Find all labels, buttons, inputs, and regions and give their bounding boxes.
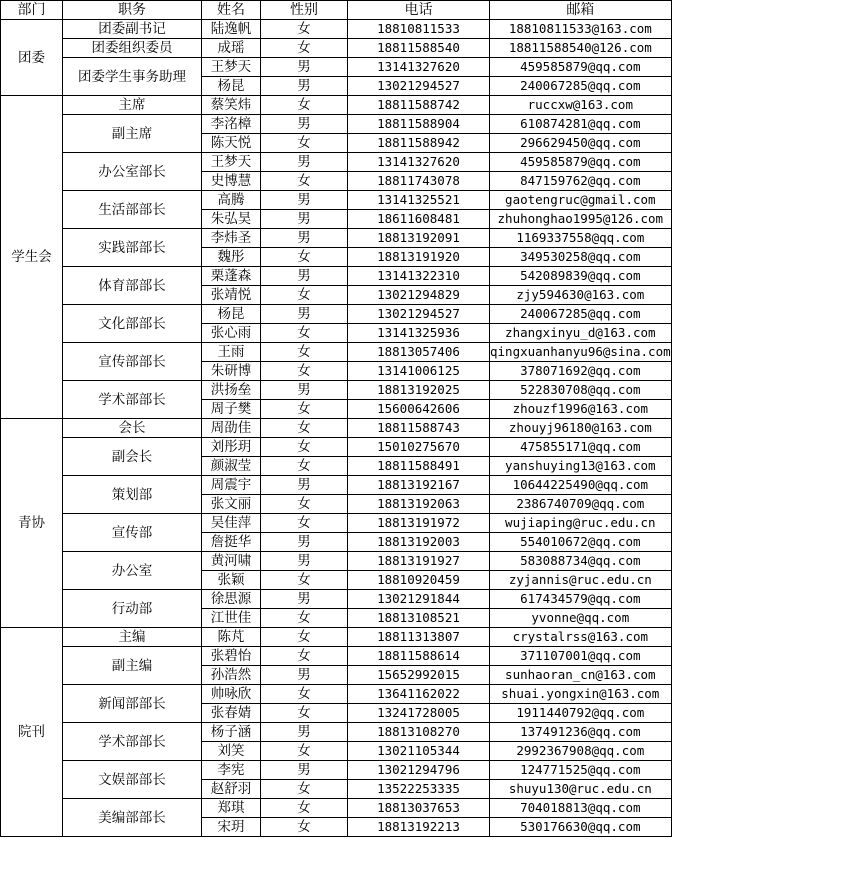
email-cell: 2386740709@qq.com bbox=[490, 495, 672, 514]
position-cell: 团委副书记 bbox=[63, 20, 202, 39]
name-cell: 陆逸帆 bbox=[202, 20, 261, 39]
header-row bbox=[1, 1, 672, 20]
email-cell: 349530258@qq.com bbox=[490, 248, 672, 267]
name-cell: 李宪 bbox=[202, 761, 261, 780]
name-cell: 徐思源 bbox=[202, 590, 261, 609]
table-row bbox=[1, 153, 672, 172]
gender-cell: 男 bbox=[261, 267, 348, 286]
name-cell: 张碧怡 bbox=[202, 647, 261, 666]
name-cell: 魏彤 bbox=[202, 248, 261, 267]
name-cell: 帅咏欣 bbox=[202, 685, 261, 704]
phone-cell: 18811313807 bbox=[348, 628, 490, 647]
name-cell: 周子樊 bbox=[202, 400, 261, 419]
table-row bbox=[1, 685, 672, 704]
phone-cell: 13021105344 bbox=[348, 742, 490, 761]
position-cell: 新闻部部长 bbox=[63, 685, 202, 723]
name-cell: 王梦天 bbox=[202, 153, 261, 172]
email-cell: 240067285@qq.com bbox=[490, 305, 672, 324]
email-cell: yanshuying13@163.com bbox=[490, 457, 672, 476]
name-cell: 张心雨 bbox=[202, 324, 261, 343]
table-row bbox=[1, 343, 672, 362]
name-cell: 李洺樟 bbox=[202, 115, 261, 134]
email-cell: gaotengruc@gmail.com bbox=[490, 191, 672, 210]
phone-cell: 13141006125 bbox=[348, 362, 490, 381]
name-cell: 朱研博 bbox=[202, 362, 261, 381]
name-cell: 周震宇 bbox=[202, 476, 261, 495]
gender-cell: 男 bbox=[261, 381, 348, 400]
header-name: 姓名 bbox=[202, 1, 261, 20]
position-cell: 副主编 bbox=[63, 647, 202, 685]
name-cell: 杨昆 bbox=[202, 77, 261, 96]
email-cell: 10644225490@qq.com bbox=[490, 476, 672, 495]
phone-cell: 18813057406 bbox=[348, 343, 490, 362]
name-cell: 张靖悦 bbox=[202, 286, 261, 305]
position-cell: 宣传部部长 bbox=[63, 343, 202, 381]
gender-cell: 女 bbox=[261, 286, 348, 305]
table-row bbox=[1, 590, 672, 609]
position-cell: 策划部 bbox=[63, 476, 202, 514]
gender-cell: 男 bbox=[261, 115, 348, 134]
table-row bbox=[1, 799, 672, 818]
table-row bbox=[1, 381, 672, 400]
position-cell: 学术部部长 bbox=[63, 381, 202, 419]
name-cell: 陈芃 bbox=[202, 628, 261, 647]
name-cell: 成瑶 bbox=[202, 39, 261, 58]
position-cell: 副会长 bbox=[63, 438, 202, 476]
email-cell: 378071692@qq.com bbox=[490, 362, 672, 381]
email-cell: crystalrss@163.com bbox=[490, 628, 672, 647]
table-row bbox=[1, 191, 672, 210]
phone-cell: 18813192213 bbox=[348, 818, 490, 837]
gender-cell: 男 bbox=[261, 590, 348, 609]
table-row bbox=[1, 761, 672, 780]
table-row bbox=[1, 96, 672, 115]
position-cell: 团委学生事务助理 bbox=[63, 58, 202, 96]
gender-cell: 女 bbox=[261, 324, 348, 343]
name-cell: 郑琪 bbox=[202, 799, 261, 818]
name-cell: 杨子涵 bbox=[202, 723, 261, 742]
name-cell: 宋玥 bbox=[202, 818, 261, 837]
name-cell: 刘彤玥 bbox=[202, 438, 261, 457]
phone-cell: 13021294527 bbox=[348, 305, 490, 324]
phone-cell: 18813191972 bbox=[348, 514, 490, 533]
gender-cell: 男 bbox=[261, 533, 348, 552]
gender-cell: 男 bbox=[261, 210, 348, 229]
name-cell: 李炜圣 bbox=[202, 229, 261, 248]
position-cell: 生活部部长 bbox=[63, 191, 202, 229]
phone-cell: 13141325521 bbox=[348, 191, 490, 210]
gender-cell: 男 bbox=[261, 723, 348, 742]
name-cell: 栗蓬森 bbox=[202, 267, 261, 286]
gender-cell: 男 bbox=[261, 305, 348, 324]
phone-cell: 18813191920 bbox=[348, 248, 490, 267]
name-cell: 王雨 bbox=[202, 343, 261, 362]
table-body bbox=[1, 20, 672, 837]
email-cell: 847159762@qq.com bbox=[490, 172, 672, 191]
gender-cell: 女 bbox=[261, 400, 348, 419]
name-cell: 张文丽 bbox=[202, 495, 261, 514]
name-cell: 刘笑 bbox=[202, 742, 261, 761]
gender-cell: 女 bbox=[261, 628, 348, 647]
name-cell: 詹挺华 bbox=[202, 533, 261, 552]
phone-cell: 13141325936 bbox=[348, 324, 490, 343]
department-cell: 院刊 bbox=[1, 628, 63, 837]
name-cell: 陈天悦 bbox=[202, 134, 261, 153]
email-cell: 610874281@qq.com bbox=[490, 115, 672, 134]
header-position: 职务 bbox=[63, 1, 202, 20]
phone-cell: 18813037653 bbox=[348, 799, 490, 818]
phone-cell: 18811588942 bbox=[348, 134, 490, 153]
phone-cell: 18813108521 bbox=[348, 609, 490, 628]
phone-cell: 18811743078 bbox=[348, 172, 490, 191]
phone-cell: 13522253335 bbox=[348, 780, 490, 799]
phone-cell: 18811588491 bbox=[348, 457, 490, 476]
table-row bbox=[1, 20, 672, 39]
table-row bbox=[1, 229, 672, 248]
email-cell: zjy594630@163.com bbox=[490, 286, 672, 305]
email-cell: 296629450@qq.com bbox=[490, 134, 672, 153]
gender-cell: 女 bbox=[261, 457, 348, 476]
gender-cell: 女 bbox=[261, 704, 348, 723]
position-cell: 实践部部长 bbox=[63, 229, 202, 267]
email-cell: 522830708@qq.com bbox=[490, 381, 672, 400]
gender-cell: 女 bbox=[261, 343, 348, 362]
name-cell: 朱弘昊 bbox=[202, 210, 261, 229]
table-row bbox=[1, 723, 672, 742]
gender-cell: 女 bbox=[261, 419, 348, 438]
email-cell: 1911440792@qq.com bbox=[490, 704, 672, 723]
phone-cell: 18811588614 bbox=[348, 647, 490, 666]
email-cell: qingxuanhanyu96@sina.com bbox=[490, 343, 672, 362]
phone-cell: 15652992015 bbox=[348, 666, 490, 685]
name-cell: 黄河啸 bbox=[202, 552, 261, 571]
gender-cell: 女 bbox=[261, 96, 348, 115]
table-row bbox=[1, 647, 672, 666]
department-cell: 青协 bbox=[1, 419, 63, 628]
name-cell: 吴佳萍 bbox=[202, 514, 261, 533]
position-cell: 宣传部 bbox=[63, 514, 202, 552]
gender-cell: 男 bbox=[261, 191, 348, 210]
phone-cell: 18813192091 bbox=[348, 229, 490, 248]
name-cell: 颜淑莹 bbox=[202, 457, 261, 476]
table-header bbox=[1, 1, 672, 20]
phone-cell: 18813192167 bbox=[348, 476, 490, 495]
table-row bbox=[1, 58, 672, 77]
name-cell: 杨昆 bbox=[202, 305, 261, 324]
gender-cell: 男 bbox=[261, 761, 348, 780]
position-cell: 办公室部长 bbox=[63, 153, 202, 191]
email-cell: 530176630@qq.com bbox=[490, 818, 672, 837]
position-cell: 副主席 bbox=[63, 115, 202, 153]
table-row bbox=[1, 305, 672, 324]
gender-cell: 女 bbox=[261, 799, 348, 818]
phone-cell: 15010275670 bbox=[348, 438, 490, 457]
name-cell: 张颖 bbox=[202, 571, 261, 590]
email-cell: 124771525@qq.com bbox=[490, 761, 672, 780]
email-cell: zhouzf1996@163.com bbox=[490, 400, 672, 419]
phone-cell: 13021294796 bbox=[348, 761, 490, 780]
gender-cell: 女 bbox=[261, 172, 348, 191]
table-row bbox=[1, 115, 672, 134]
email-cell: 459585879@qq.com bbox=[490, 153, 672, 172]
position-cell: 会长 bbox=[63, 419, 202, 438]
gender-cell: 男 bbox=[261, 666, 348, 685]
phone-cell: 15600642606 bbox=[348, 400, 490, 419]
gender-cell: 女 bbox=[261, 780, 348, 799]
email-cell: 704018813@qq.com bbox=[490, 799, 672, 818]
phone-cell: 13141327620 bbox=[348, 153, 490, 172]
phone-cell: 13141322310 bbox=[348, 267, 490, 286]
email-cell: zhuhonghao1995@126.com bbox=[490, 210, 672, 229]
email-cell: ruccxw@163.com bbox=[490, 96, 672, 115]
email-cell: 542089839@qq.com bbox=[490, 267, 672, 286]
name-cell: 周劭佳 bbox=[202, 419, 261, 438]
phone-cell: 18813191927 bbox=[348, 552, 490, 571]
phone-cell: 18813192063 bbox=[348, 495, 490, 514]
position-cell: 行动部 bbox=[63, 590, 202, 628]
name-cell: 王梦天 bbox=[202, 58, 261, 77]
email-cell: shuyu130@ruc.edu.cn bbox=[490, 780, 672, 799]
position-cell: 文娱部部长 bbox=[63, 761, 202, 799]
email-cell: 1169337558@qq.com bbox=[490, 229, 672, 248]
gender-cell: 男 bbox=[261, 476, 348, 495]
table-row bbox=[1, 628, 672, 647]
phone-cell: 13021294527 bbox=[348, 77, 490, 96]
email-cell: 2992367908@qq.com bbox=[490, 742, 672, 761]
department-cell: 团委 bbox=[1, 20, 63, 96]
name-cell: 洪扬垒 bbox=[202, 381, 261, 400]
email-cell: shuai.yongxin@163.com bbox=[490, 685, 672, 704]
phone-cell: 18611608481 bbox=[348, 210, 490, 229]
phone-cell: 18813192025 bbox=[348, 381, 490, 400]
table-row bbox=[1, 552, 672, 571]
phone-cell: 13641162022 bbox=[348, 685, 490, 704]
gender-cell: 女 bbox=[261, 742, 348, 761]
email-cell: 554010672@qq.com bbox=[490, 533, 672, 552]
email-cell: 137491236@qq.com bbox=[490, 723, 672, 742]
name-cell: 史博慧 bbox=[202, 172, 261, 191]
email-cell: sunhaoran_cn@163.com bbox=[490, 666, 672, 685]
gender-cell: 女 bbox=[261, 362, 348, 381]
table-row bbox=[1, 438, 672, 457]
email-cell: wujiaping@ruc.edu.cn bbox=[490, 514, 672, 533]
phone-cell: 13241728005 bbox=[348, 704, 490, 723]
email-cell: 371107001@qq.com bbox=[490, 647, 672, 666]
name-cell: 张春婧 bbox=[202, 704, 261, 723]
phone-cell: 18813108270 bbox=[348, 723, 490, 742]
gender-cell: 女 bbox=[261, 495, 348, 514]
gender-cell: 男 bbox=[261, 153, 348, 172]
email-cell: 475855171@qq.com bbox=[490, 438, 672, 457]
email-cell: 18811588540@126.com bbox=[490, 39, 672, 58]
email-cell: zhouyj96180@163.com bbox=[490, 419, 672, 438]
position-cell: 办公室 bbox=[63, 552, 202, 590]
table-row bbox=[1, 39, 672, 58]
email-cell: 617434579@qq.com bbox=[490, 590, 672, 609]
header-email: 邮箱 bbox=[490, 1, 672, 20]
phone-cell: 18811588742 bbox=[348, 96, 490, 115]
gender-cell: 女 bbox=[261, 134, 348, 153]
department-cell: 学生会 bbox=[1, 96, 63, 419]
gender-cell: 男 bbox=[261, 229, 348, 248]
position-cell: 主席 bbox=[63, 96, 202, 115]
gender-cell: 女 bbox=[261, 248, 348, 267]
name-cell: 赵舒羽 bbox=[202, 780, 261, 799]
email-cell: zyjannis@ruc.edu.cn bbox=[490, 571, 672, 590]
header-gender: 性别 bbox=[261, 1, 348, 20]
position-cell: 学术部部长 bbox=[63, 723, 202, 761]
gender-cell: 女 bbox=[261, 818, 348, 837]
email-cell: 583088734@qq.com bbox=[490, 552, 672, 571]
email-cell: 18810811533@163.com bbox=[490, 20, 672, 39]
table-row bbox=[1, 419, 672, 438]
gender-cell: 男 bbox=[261, 58, 348, 77]
phone-cell: 13141327620 bbox=[348, 58, 490, 77]
name-cell: 孙浩然 bbox=[202, 666, 261, 685]
email-cell: 240067285@qq.com bbox=[490, 77, 672, 96]
position-cell: 体育部部长 bbox=[63, 267, 202, 305]
gender-cell: 女 bbox=[261, 647, 348, 666]
position-cell: 美编部部长 bbox=[63, 799, 202, 837]
phone-cell: 18811588904 bbox=[348, 115, 490, 134]
position-cell: 主编 bbox=[63, 628, 202, 647]
gender-cell: 女 bbox=[261, 438, 348, 457]
phone-cell: 13021291844 bbox=[348, 590, 490, 609]
phone-cell: 18810811533 bbox=[348, 20, 490, 39]
email-cell: zhangxinyu_d@163.com bbox=[490, 324, 672, 343]
name-cell: 高腾 bbox=[202, 191, 261, 210]
position-cell: 团委组织委员 bbox=[63, 39, 202, 58]
table-row bbox=[1, 476, 672, 495]
email-cell: 459585879@qq.com bbox=[490, 58, 672, 77]
phone-cell: 18811588540 bbox=[348, 39, 490, 58]
name-cell: 江世佳 bbox=[202, 609, 261, 628]
phone-cell: 13021294829 bbox=[348, 286, 490, 305]
name-cell: 蔡笑炜 bbox=[202, 96, 261, 115]
header-phone: 电话 bbox=[348, 1, 490, 20]
gender-cell: 男 bbox=[261, 552, 348, 571]
gender-cell: 女 bbox=[261, 39, 348, 58]
gender-cell: 女 bbox=[261, 571, 348, 590]
gender-cell: 女 bbox=[261, 609, 348, 628]
gender-cell: 女 bbox=[261, 20, 348, 39]
gender-cell: 男 bbox=[261, 77, 348, 96]
phone-cell: 18810920459 bbox=[348, 571, 490, 590]
email-cell: yvonne@qq.com bbox=[490, 609, 672, 628]
header-department: 部门 bbox=[1, 1, 63, 20]
position-cell: 文化部部长 bbox=[63, 305, 202, 343]
table-row bbox=[1, 514, 672, 533]
phone-cell: 18811588743 bbox=[348, 419, 490, 438]
gender-cell: 女 bbox=[261, 514, 348, 533]
phone-cell: 18813192003 bbox=[348, 533, 490, 552]
table-row bbox=[1, 267, 672, 286]
gender-cell: 女 bbox=[261, 685, 348, 704]
